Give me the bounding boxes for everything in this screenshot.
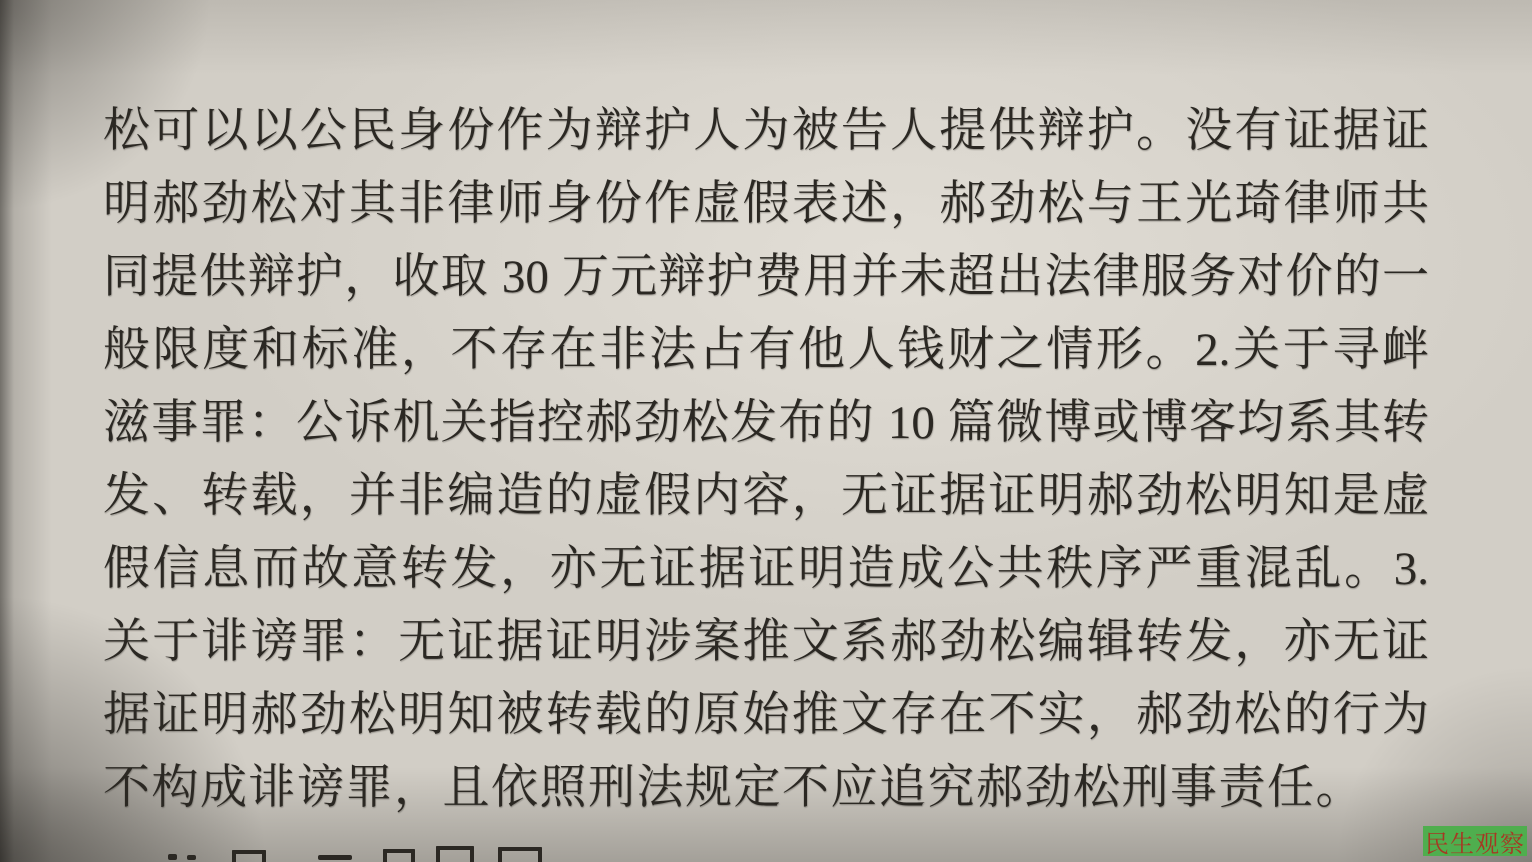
text-line: 假信息而故意转发，亦无证据证明造成公共秩序严重混乱。3. <box>103 543 1429 595</box>
text-line: 不构成诽谤罪，且依照刑法规定不应追究郝劲松刑事责任。 <box>103 762 1364 814</box>
text-line: 发、转载，并非编造的虚假内容，无证据证明郝劲松明知是虚 <box>103 470 1429 522</box>
text-line: 同提供辩护，收取 30 万元辩护费用并未超出法律服务对价的一 <box>103 251 1429 303</box>
text-line: 松可以以公民身份作为辩护人为被告人提供辩护。没有证据证 <box>103 105 1429 157</box>
cropped-next-line-fragments <box>168 845 648 862</box>
document-text-block <box>103 95 1429 825</box>
text-line: 关于诽谤罪：无证据证明涉案推文系郝劲松编辑转发，亦无证 <box>103 616 1429 668</box>
text-line: 般限度和标准，不存在非法占有他人钱财之情形。2.关于寻衅 <box>103 324 1429 376</box>
watermark-badge: 民生观察 <box>1423 826 1527 856</box>
text-line: 明郝劲松对其非律师身份作虚假表述，郝劲松与王光琦律师共 <box>103 178 1429 230</box>
text-line: 据证明郝劲松明知被转载的原始推文存在不实，郝劲松的行为 <box>103 689 1429 741</box>
text-line: 滋事罪：公诉机关指控郝劲松发布的 10 篇微博或博客均系其转 <box>103 397 1429 449</box>
